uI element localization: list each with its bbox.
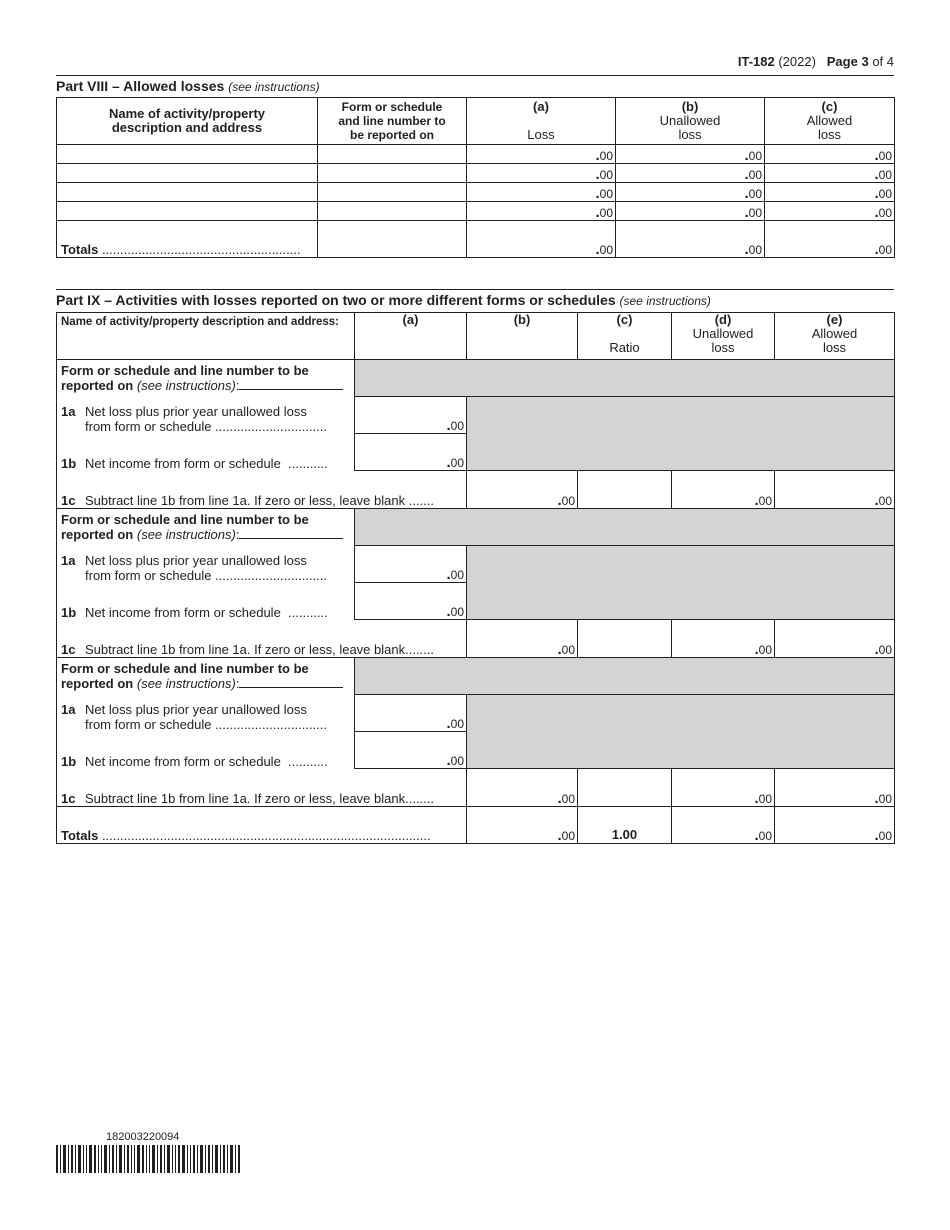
page-of: of 4 [872,54,894,69]
form-line-label: Form or schedule and line number to be reported on (see instructions): [57,360,355,397]
form-line-field[interactable] [318,183,467,202]
part8-col-b-header: (b) Unallowed loss [616,98,765,145]
line-1c-row [57,769,895,807]
totals-label: Totals ....................................................... [57,221,318,258]
part8-totals-row [57,221,895,258]
part9-title: Part IX – Activities with losses reported on two or more different forms or schedules (see instructions) [56,292,711,308]
line-1c-allowed[interactable]: .00 [775,620,895,658]
part9-col-a-header: (a) [355,313,467,360]
allowed-field[interactable]: .00 [765,183,895,202]
part9-rule [56,289,894,290]
loss-field[interactable]: .00 [467,183,616,202]
line-1a-amount[interactable]: .00 [355,546,467,583]
part8-col-a-header: (a) Loss [467,98,616,145]
line-1c-allowed[interactable]: .00 [775,471,895,509]
form-line-label: Form or schedule and line number to be reported on (see instructions): [57,658,355,695]
name-field[interactable] [57,164,318,183]
header-rule [56,75,894,76]
line-1c-label: 1c Subtract line 1b from line 1a. If zero or less, leave blank ....... [57,471,467,509]
part8-table [56,97,895,258]
total-ratio-field: 1.00 [578,807,672,844]
unallowed-field[interactable]: .00 [616,164,765,183]
line-1c-amount[interactable]: .00 [467,620,578,658]
name-field[interactable] [57,202,318,221]
line-1c-row [57,620,895,658]
total-b-field[interactable]: .00 [467,807,578,844]
part8-col-c-header: (c) Allowed loss [765,98,895,145]
part8-col-form-header: Form or schedule and line number to be reported on [318,98,467,145]
page-label: Page 3 [826,54,869,69]
line-1a-row [57,695,895,732]
part9-col-d-header: (d) Unallowed loss [672,313,775,360]
table-row [57,145,895,164]
form-year: (2022) [778,54,816,69]
page-header [738,54,894,69]
line-1c-allowed[interactable]: .00 [775,769,895,807]
form-line-row [57,360,895,397]
table-row [57,164,895,183]
line-1a-label: 1a Net loss plus prior year unallowed loss from form or schedule ............................... [57,546,355,583]
line-1c-amount[interactable]: .00 [467,471,578,509]
line-1c-unallowed[interactable]: .00 [672,471,775,509]
line-1c-ratio[interactable] [578,471,672,509]
part9-col-name-header: Name of activity/property description and address: [57,313,355,360]
total-unallowed-field[interactable]: .00 [672,807,775,844]
line-1c-label: 1c Subtract line 1b from line 1a. If zero or less, leave blank........ [57,769,467,807]
form-line-field[interactable] [318,164,467,183]
form-line-input[interactable] [239,380,343,390]
allowed-field[interactable]: .00 [765,202,895,221]
line-1c-ratio[interactable] [578,620,672,658]
loss-field[interactable]: .00 [467,202,616,221]
line-1b-amount[interactable]: .00 [355,434,467,471]
line-1c-amount[interactable]: .00 [467,769,578,807]
part8-note: (see instructions) [228,80,320,94]
form-line-field[interactable] [318,202,467,221]
form-line-row [57,509,895,546]
unallowed-field[interactable]: .00 [616,202,765,221]
form-line-input[interactable] [239,678,343,688]
part9-col-b-header: (b) [467,313,578,360]
form-line-input[interactable] [239,529,343,539]
total-allowed-field[interactable]: .00 [775,807,895,844]
line-1a-label: 1a Net loss plus prior year unallowed loss from form or schedule ............................... [57,695,355,732]
part9-col-e-header: (e) Allowed loss [775,313,895,360]
line-1a-amount[interactable]: .00 [355,397,467,434]
form-id: IT-182 [737,54,775,69]
line-1b-amount[interactable]: .00 [355,732,467,769]
totals-label: Totals ........................................................................................... [57,807,467,844]
allowed-field[interactable]: .00 [765,164,895,183]
line-1b-label: 1b Net income from form or schedule ........... [57,434,355,471]
line-1a-row [57,397,895,434]
loss-field[interactable]: .00 [467,164,616,183]
barcode-number: 182003220094 [106,1131,180,1143]
part8-col-name-header: Name of activity/property description and address [57,98,318,145]
name-field[interactable] [57,183,318,202]
loss-field[interactable]: .00 [467,145,616,164]
allowed-field[interactable]: .00 [765,145,895,164]
unallowed-field[interactable]: .00 [616,145,765,164]
form-line-field[interactable] [318,145,467,164]
line-1c-ratio[interactable] [578,769,672,807]
line-1b-label: 1b Net income from form or schedule ........... [57,732,355,769]
line-1b-amount[interactable]: .00 [355,583,467,620]
part9-totals-row [57,807,895,844]
form-line-row [57,658,895,695]
line-1a-row [57,546,895,583]
barcode-image [56,1145,240,1173]
part8-title: Part VIII – Allowed losses (see instructions) [56,78,320,94]
line-1a-label: 1a Net loss plus prior year unallowed loss from form or schedule ............................... [57,397,355,434]
table-row [57,183,895,202]
line-1c-unallowed[interactable]: .00 [672,769,775,807]
part9-col-c-header: (c) Ratio [578,313,672,360]
unallowed-field[interactable]: .00 [616,183,765,202]
form-line-label: Form or schedule and line number to be reported on (see instructions): [57,509,355,546]
part9-note: (see instructions) [619,294,711,308]
line-1c-unallowed[interactable]: .00 [672,620,775,658]
line-1b-label: 1b Net income from form or schedule ........... [57,583,355,620]
total-unallowed-field[interactable]: .00 [616,221,765,258]
table-row [57,202,895,221]
line-1c-row [57,471,895,509]
part9-table [56,312,895,844]
total-loss-field[interactable]: .00 [467,221,616,258]
total-allowed-field[interactable]: .00 [765,221,895,258]
name-field[interactable] [57,145,318,164]
line-1a-amount[interactable]: .00 [355,695,467,732]
line-1c-label: 1c Subtract line 1b from line 1a. If zero or less, leave blank........ [57,620,467,658]
